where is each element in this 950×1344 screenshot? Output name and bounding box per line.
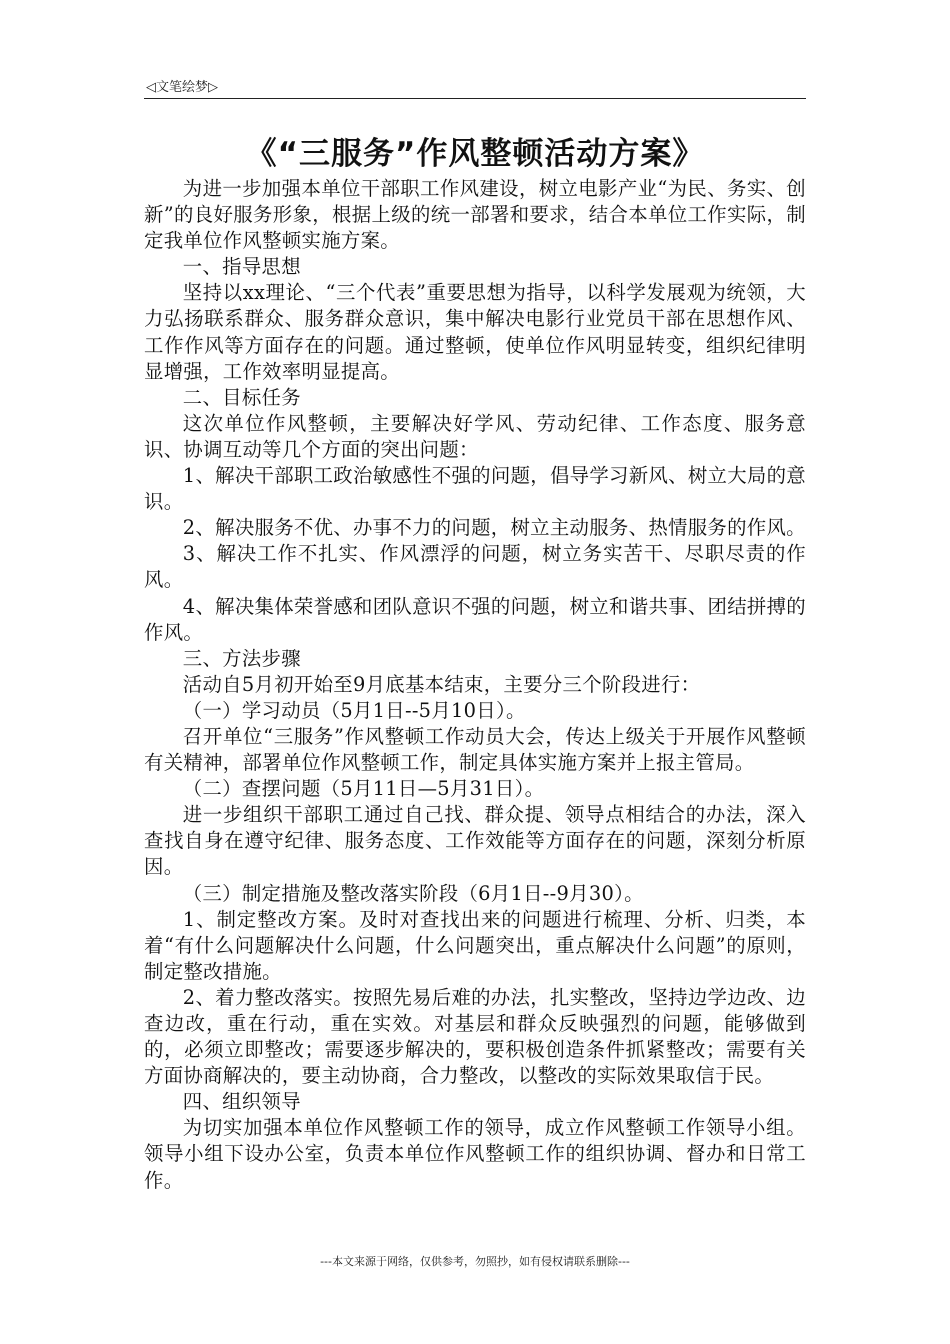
- page-header: [144, 74, 806, 99]
- section-heading: 二、目标任务: [182, 385, 301, 409]
- subsection-heading: （二）查摆问题（5月11日—5月31日）。: [182, 777, 545, 801]
- section-heading: 三、方法步骤: [182, 646, 301, 670]
- paragraph: 活动自5月初开始至9月底基本结束，主要分三个阶段进行：: [182, 672, 701, 696]
- section-heading: 四、组织领导: [182, 1090, 301, 1114]
- subsection-heading: （三）制定措施及整改落实阶段（6月1日--9月30）。: [182, 881, 644, 905]
- list-item: 2、着力整改落实。按照先易后难的办法，扎实整改，坚持边学边改、边查边改，重在行动，重在实效。对基层和群众反映强烈的问题，能够做到的，必须立即整改；需要逐步解决的，要积极创造条件抓紧整改；需要有关方面协商解决的，要主动协商，合力整改，以整改的实际效果取信于民。: [144, 985, 806, 1088]
- paragraph: 召开单位“三服务”作风整顿工作动员大会，传达上级关于开展作风整顿有关精神，部署单位作风整顿工作，制定具体实施方案并上报主管局。: [144, 724, 806, 775]
- header-brand-text: ◁文笔绘梦▷: [146, 80, 218, 95]
- paragraph: 为进一步加强本单位干部职工作风建设，树立电影产业“为民、务实、创新”的良好服务形象，根据上级的统一部署和要求，结合本单位工作实际，制定我单位作风整顿实施方案。: [144, 177, 806, 253]
- paragraph: 这次单位作风整顿，主要解决好学风、劳动纪律、工作态度、服务意识、协调互动等几个方面的突出问题：: [144, 411, 806, 461]
- paragraph: 进一步组织干部职工通过自己找、群众提、领导点相结合的办法，深入查找自身在遵守纪律、服务态度、工作效能等方面存在的问题，深刻分析原因。: [144, 803, 806, 879]
- paragraph: 为切实加强本单位作风整顿工作的领导，成立作风整顿工作领导小组。领导小组下设办公室，负责本单位作风整顿工作的组织协调、督办和日常工作。: [144, 1116, 806, 1192]
- document-title: 《“三服务”作风整顿活动方案》: [245, 136, 705, 172]
- list-item: 1、制定整改方案。及时对查找出来的问题进行梳理、分析、归类，本着“有什么问题解决什么问题，什么问题突出，重点解决什么问题”的原则，制定整改措施。: [144, 907, 806, 983]
- page-footer: ---本文来源于网络，仅供参考，勿照抄，如有侵权请联系删除---: [320, 1255, 630, 1268]
- list-item: 4、解决集体荣誉感和团队意识不强的问题，树立和谐共事、团结拼搏的作风。: [144, 594, 806, 644]
- subsection-heading: （一）学习动员（5月1日--5月10日）。: [182, 698, 526, 722]
- list-item: 1、解决干部职工政治敏感性不强的问题，倡导学习新风、树立大局的意识。: [144, 464, 806, 514]
- paragraph: 坚持以xx理论、“三个代表”重要思想为指导，以科学发展观为统领，大力弘扬联系群众、服务群众意识，集中解决电影行业党员干部在思想作风、工作作风等方面存在的问题。通过整顿，使单位作风明显转变，组织纪律明显增强，工作效率明显提高。: [144, 281, 806, 383]
- document-body: [144, 176, 806, 1194]
- list-item: 2、解决服务不优、办事不力的问题，树立主动服务、热情服务的作风。: [182, 516, 806, 540]
- list-item: 3、解决工作不扎实、作风漂浮的问题，树立务实苦干、尽职尽责的作风。: [144, 542, 806, 592]
- section-heading: 一、指导思想: [182, 255, 301, 279]
